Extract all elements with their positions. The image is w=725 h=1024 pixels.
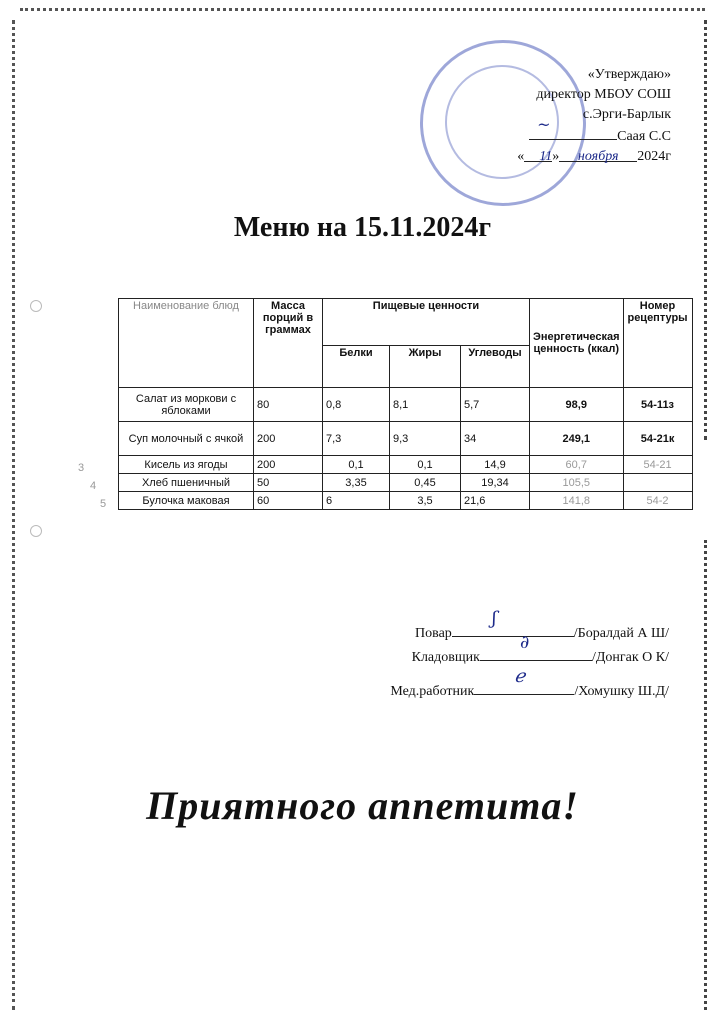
dish-mass: 60 xyxy=(254,492,323,510)
dish-recipe xyxy=(623,474,692,492)
dish-fat: 0,1 xyxy=(390,456,461,474)
dish-carbs: 14,9 xyxy=(461,456,530,474)
approval-signature-row xyxy=(517,115,671,147)
staff-name: /Донгак О К/ xyxy=(591,650,669,665)
director-name: Саая С.С xyxy=(617,129,671,144)
header-protein: Белки xyxy=(323,345,390,387)
dish-fat: 8,1 xyxy=(390,388,461,422)
medic-signature-icon: ℯ xyxy=(514,666,525,687)
approval-date-row xyxy=(517,147,671,167)
staff-cook xyxy=(415,608,669,642)
header-recipe: Номер рецептуры xyxy=(623,299,692,388)
dish-recipe: 54-21к xyxy=(623,422,692,456)
dish-carbs: 5,7 xyxy=(461,388,530,422)
dish-protein: 6 xyxy=(323,492,390,510)
approval-line-3: с.Эрги-Барлык xyxy=(582,107,671,122)
dish-protein: 0,8 xyxy=(323,388,390,422)
date-quote-open: « xyxy=(517,149,525,164)
staff-name: /Боралдай А Ш/ xyxy=(573,626,669,641)
table-row xyxy=(119,422,693,456)
medic-signature-line xyxy=(474,666,574,695)
punch-hole-icon xyxy=(30,300,42,312)
staff-role: Кладовщик xyxy=(411,650,480,665)
date-day: 11 xyxy=(539,149,553,164)
punch-hole-icon xyxy=(30,525,42,537)
perforated-border-top xyxy=(20,8,705,21)
dish-protein: 7,3 xyxy=(323,422,390,456)
date-month: ноября xyxy=(577,149,619,164)
dish-protein: 3,35 xyxy=(323,474,390,492)
header-fat: Жиры xyxy=(390,345,461,387)
dish-energy: 105,5 xyxy=(530,474,624,492)
row-number: 3 xyxy=(78,462,85,474)
row-number: 4 xyxy=(90,480,97,492)
dish-recipe: 54-21 xyxy=(623,456,692,474)
storekeeper-signature-icon: ∂ xyxy=(519,632,530,653)
dish-name: Кисель из ягоды xyxy=(119,456,254,474)
dish-mass: 200 xyxy=(254,456,323,474)
header-energy: Энергетическая ценность (ккал) xyxy=(530,299,624,388)
date-quote-close: » xyxy=(552,149,560,164)
page-title: Меню на 15.11.2024г xyxy=(233,212,492,243)
table-row xyxy=(119,388,693,422)
dish-name: Булочка маковая xyxy=(119,492,254,510)
staff-role: Повар xyxy=(415,626,452,641)
table-row xyxy=(119,492,693,510)
director-signature-line xyxy=(529,115,617,140)
dish-mass: 50 xyxy=(254,474,323,492)
cook-signature-icon: ʃ xyxy=(491,608,497,629)
dish-fat: 0,45 xyxy=(390,474,461,492)
approval-block xyxy=(517,65,671,167)
dish-carbs: 21,6 xyxy=(461,492,530,510)
dish-mass: 200 xyxy=(254,422,323,456)
dish-energy: 141,8 xyxy=(530,492,624,510)
staff-name: /Хомушку Ш.Д/ xyxy=(574,684,669,699)
dish-recipe: 54-2 xyxy=(623,492,692,510)
row-number: 5 xyxy=(100,498,107,510)
table-row xyxy=(119,474,693,492)
approval-line-2: директор МБОУ СОШ xyxy=(536,87,671,102)
dish-name: Салат из моркови с яблоками xyxy=(119,388,254,422)
header-dish-name: Наименование блюд xyxy=(119,299,254,388)
director-signature-icon: ~ xyxy=(537,115,551,134)
dish-energy: 60,7 xyxy=(530,456,624,474)
dish-energy: 98,9 xyxy=(530,388,624,422)
table-row xyxy=(119,456,693,474)
dish-name: Суп молочный с ячкой xyxy=(119,422,254,456)
date-month-field xyxy=(559,147,637,162)
dish-recipe: 54-11з xyxy=(623,388,692,422)
dish-protein: 0,1 xyxy=(323,456,390,474)
storekeeper-signature-line xyxy=(480,632,592,661)
closing-wish: Приятного аппетита! xyxy=(146,783,579,828)
staff-medic xyxy=(390,666,669,700)
dish-fat: 9,3 xyxy=(390,422,461,456)
approval-line-1: «Утверждаю» xyxy=(587,67,671,82)
cook-signature-line xyxy=(452,608,574,637)
header-mass: Масса порций в граммах xyxy=(254,299,323,388)
date-day-field xyxy=(524,147,552,162)
header-nutrition: Пищевые ценности xyxy=(323,299,530,346)
menu-table xyxy=(118,298,693,510)
dish-fat: 3,5 xyxy=(390,492,461,510)
dish-carbs: 19,34 xyxy=(461,474,530,492)
dish-mass: 80 xyxy=(254,388,323,422)
table-header-row xyxy=(119,299,693,346)
dish-carbs: 34 xyxy=(461,422,530,456)
dish-name: Хлеб пшеничный xyxy=(119,474,254,492)
date-year: 2024г xyxy=(637,149,671,164)
dish-energy: 249,1 xyxy=(530,422,624,456)
perforated-border-right-lower xyxy=(698,540,707,1010)
header-carbs: Углеводы xyxy=(461,345,530,387)
staff-role: Мед.работник xyxy=(390,684,475,699)
perforated-border-left xyxy=(12,20,21,1010)
